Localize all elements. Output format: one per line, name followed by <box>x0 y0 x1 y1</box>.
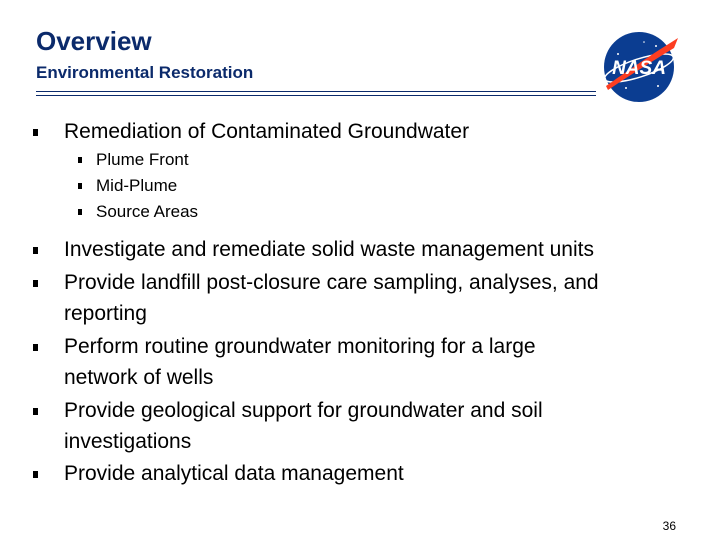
bullet-marker <box>33 280 38 287</box>
page-subtitle: Environmental Restoration <box>36 63 254 82</box>
bullet-marker <box>33 129 38 136</box>
list-item-text: reporting <box>64 302 147 325</box>
page-title: Overview <box>36 26 152 56</box>
list-item-text: Source Areas <box>96 202 199 221</box>
bullet-marker <box>33 344 38 351</box>
list-item-text: Plume Front <box>96 150 189 169</box>
list-item-text: Remediation of Contaminated Groundwater <box>64 120 470 143</box>
bullet-marker <box>78 183 82 189</box>
bullet-marker <box>33 471 38 478</box>
list-item-text: Provide landfill post-closure care sampling, analyses, and <box>64 271 599 294</box>
bullet-marker <box>78 157 82 163</box>
list-item-text: Perform routine groundwater monitoring for a large <box>64 335 536 358</box>
list-item-text: network of wells <box>64 366 214 389</box>
bullet-marker <box>33 408 38 415</box>
list-item-text: Provide analytical data management <box>64 462 404 485</box>
bullet-marker <box>78 209 82 215</box>
page-number: 36 <box>662 519 676 533</box>
bullet-marker <box>33 247 38 254</box>
list-item-text: Mid-Plume <box>96 176 178 195</box>
logo-wordmark: NASA <box>612 58 666 79</box>
list-item-text: Investigate and remediate solid waste management units <box>64 238 594 261</box>
list-item-text: Provide geological support for groundwater and soil <box>64 399 543 422</box>
list-item-text: investigations <box>64 430 192 453</box>
